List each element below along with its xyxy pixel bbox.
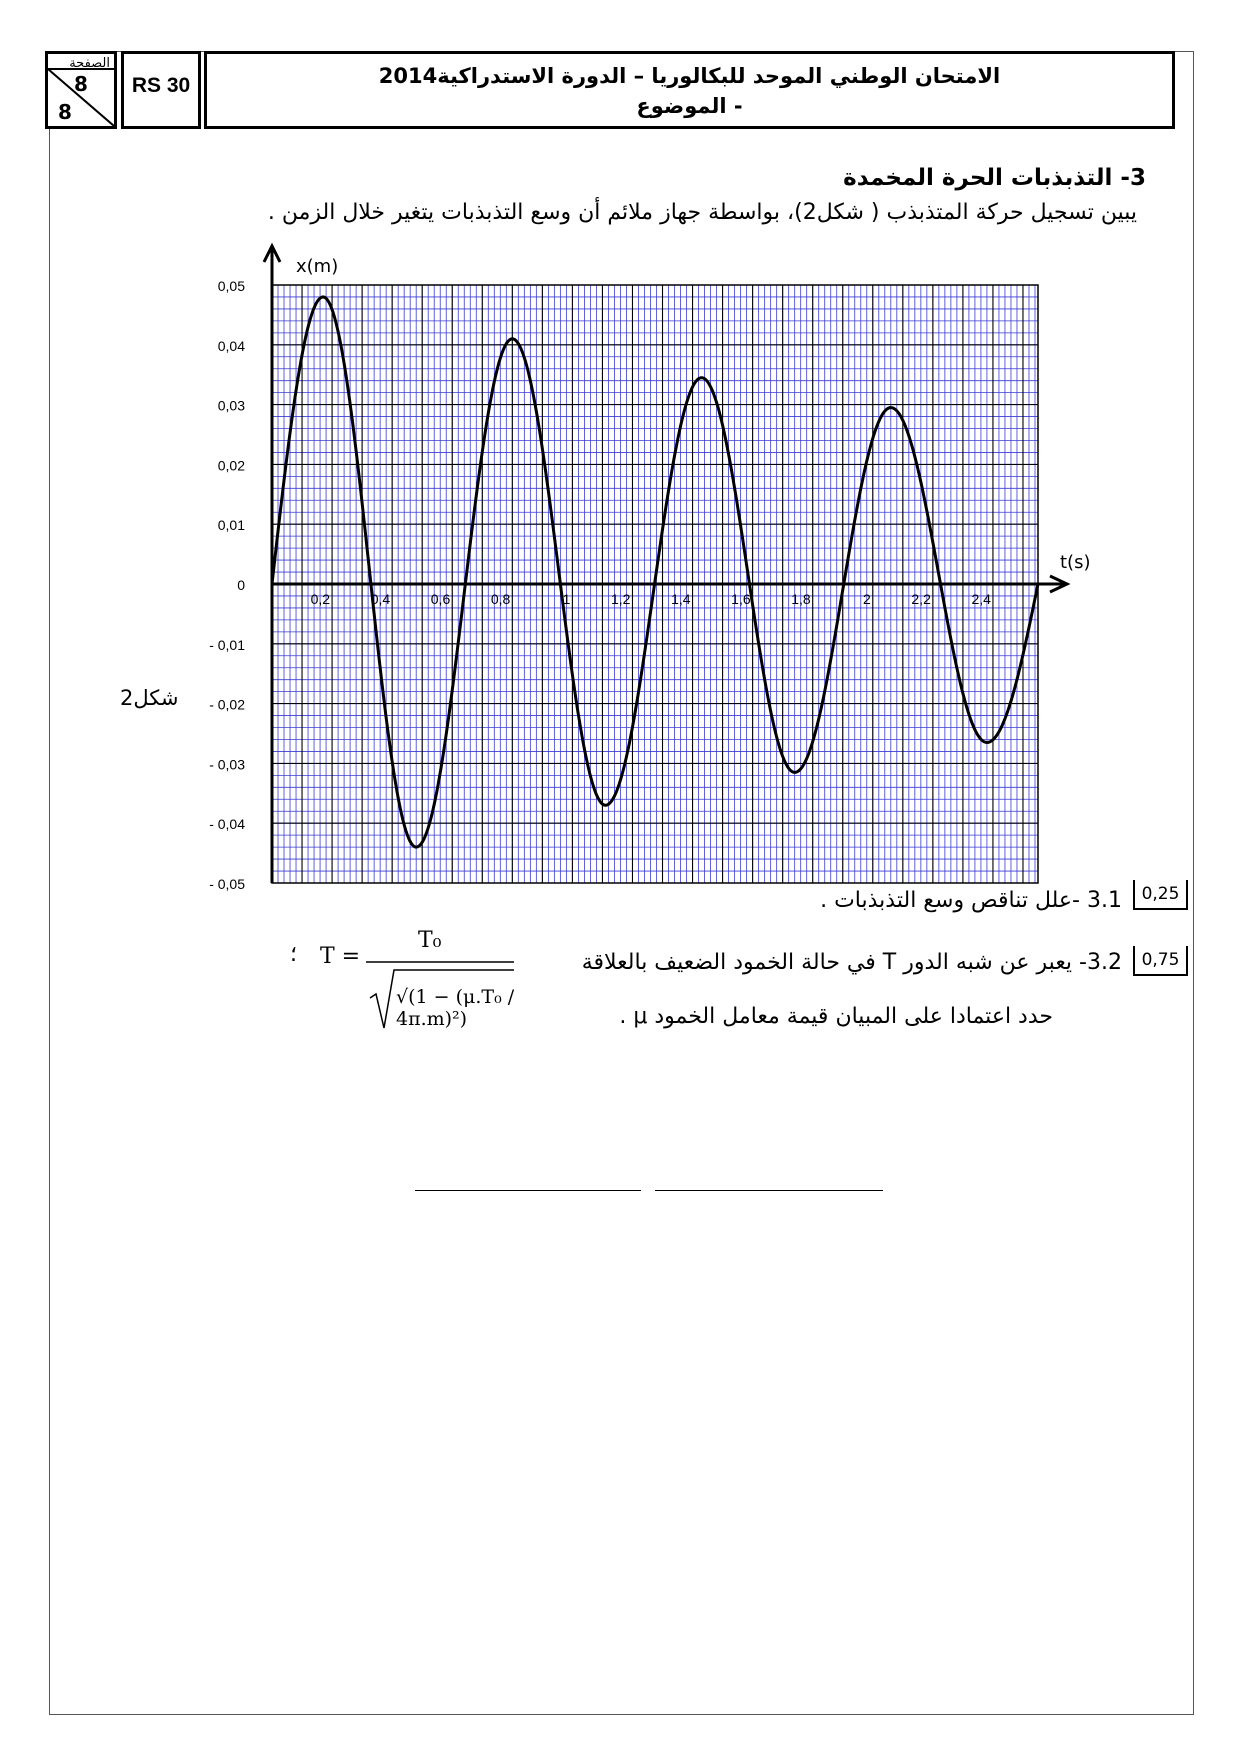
x-tick-label: 2,4 [971,591,991,607]
x-tick-label: 2,2 [911,591,931,607]
x-tick-label: 0,6 [430,591,451,607]
y-tick-label: 0,05 [217,278,245,294]
end-rule-right [655,1190,883,1191]
page-total: 8 [58,100,72,124]
question-3-1: 3.1 -علل تناقص وسع التذبذبات . [820,888,1122,913]
score-box-q1: 0,25 [1133,880,1188,910]
formula-separator: ؛ [290,942,297,967]
y-tick-label: 0,02 [217,457,245,474]
y-tick-label: - 0,05 [209,876,245,892]
y-axis-label: x(m) [296,256,339,277]
x-axis-label: t(s) [1060,552,1091,573]
y-tick-label: - 0,03 [209,756,245,773]
page-current: 8 [74,72,88,96]
y-tick-label: 0,01 [217,517,245,534]
score-box-q2: 0,75 [1133,946,1188,976]
exam-subtitle: - الموضوع [636,94,743,118]
section-title: 3- التذبذبات الحرة المخمدة [843,165,1146,191]
x-tick-label: 0,4 [370,591,391,607]
subject-code: RS 30 [131,74,191,97]
x-tick-label: 1,6 [731,591,751,607]
y-tick-label: - 0,01 [209,636,245,653]
formula-numerator: T₀ [418,928,442,953]
formula-denominator: √(1 − (μ.T₀ / 4π.m)²) [396,986,515,1030]
section-intro: يبين تسجيل حركة المتذبذب ( شكل2)، بواسطة جهاز ملائم أن وسع التذبذبات يتغير خلال الزمن . [267,200,1137,225]
x-tick-label: 1,8 [791,591,811,607]
y-tick-label: 0,04 [217,337,245,354]
formula-lhs: T = [320,944,361,969]
question-3-2: 3.2- يعبر عن شبه الدور T في حالة الخمود الضعيف بالعلاقة [581,950,1122,975]
x-tick-label: 1 [562,591,571,607]
period-formula [290,928,530,1038]
figure-label: شكل2 [120,686,179,710]
y-tick-label: - 0,04 [209,816,245,833]
x-tick-label: 2 [862,591,871,607]
page-label: الصفحة [69,56,110,71]
exam-title: الامتحان الوطني الموحد للبكالوريا – الدورة الاستدراكية2014 [378,64,1001,88]
x-tick-label: 0,2 [310,591,331,607]
question-3-2-task: حدد اعتمادا على المبيان قيمة معامل الخمود μ . [619,1004,1053,1029]
y-tick-label: 0,03 [217,397,245,414]
x-tick-label: 1,2 [611,591,631,607]
x-tick-label: 1,4 [671,591,691,607]
end-rule-left [415,1190,641,1191]
x-tick-label: 0,8 [490,591,511,607]
y-tick-label: - 0,02 [209,696,245,713]
y-tick-label: 0 [237,577,245,593]
